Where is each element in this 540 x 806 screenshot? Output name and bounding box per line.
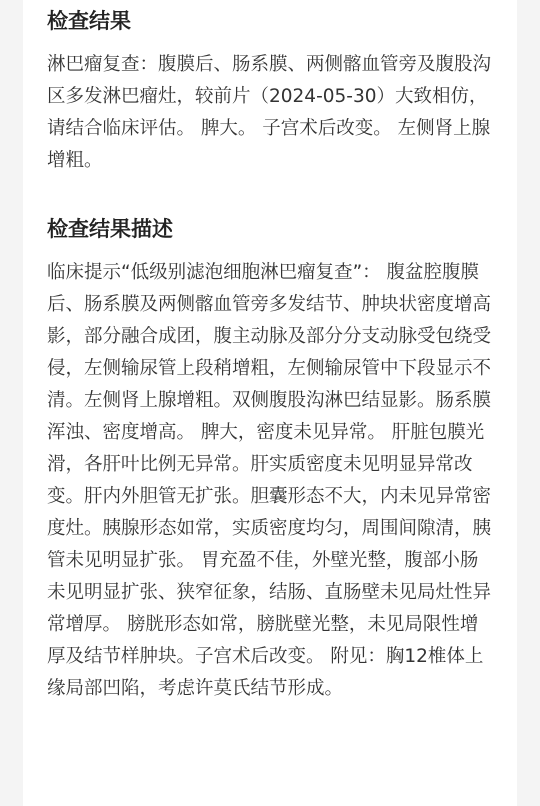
findings-title: 检查结果: [47, 9, 131, 33]
description-text: 临床提示“低级别滤泡细胞淋巴瘤复查”： 腹盆腔腹膜后、肠系膜及两侧髂血管旁多发结节、肿块状密度增高影，部分融合成团，腹主动脉及部分分支动脉受包绕受侵，左侧输尿管上段稍增粗，左侧输尿管中下段显示不清。左侧肾上腺增粗。双侧腹股沟淋巴结显影。肠系膜浑浊、密度增高。 脾大，密度未见异常。 肝脏包膜光滑，各肝叶比例无异常。肝实质密度未见明显异常改变。肝内外胆管无扩张。胆囊形态不大，内未见异常密度灶。胰腺形态如常，实质密度均匀，周围间隙清，胰管未见明显扩张。 胃充盈不佳，外壁光整，腹部小肠未见明显扩张、狭窄征象，结肠、直肠壁未见局灶性异常增厚。 膀胱形态如常，膀胱壁光整，未见局限性增厚及结节样肿块。子宫术后改变。 附见：胸12椎体上缘局部凹陷，考虑许莫氏结节形成。: [47, 262, 492, 699]
report-card: [23, 0, 517, 806]
description-title: 检查结果描述: [47, 217, 173, 241]
findings-text: 淋巴瘤复查：腹膜后、肠系膜、两侧髂血管旁及腹股沟区多发淋巴瘤灶，较前片（2024-05-30）大致相仿，请结合临床评估。 脾大。 子宫术后改变。 左侧肾上腺增粗。: [47, 54, 492, 171]
